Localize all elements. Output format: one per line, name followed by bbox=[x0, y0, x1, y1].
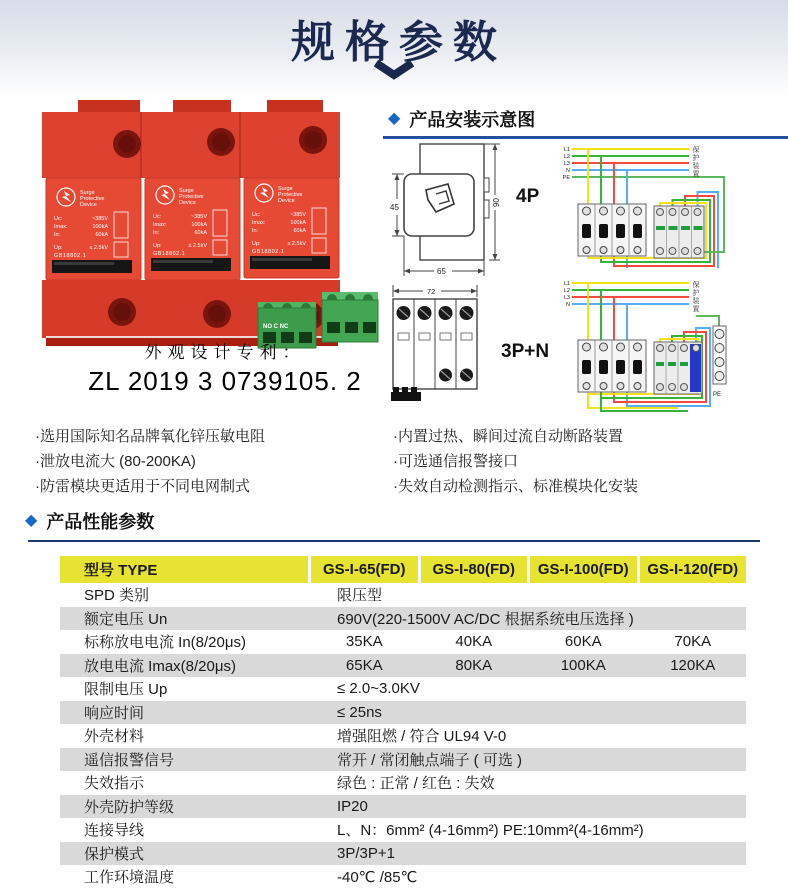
feature-item: ·选用国际知名品牌氧化锌压敏电阻 bbox=[35, 428, 265, 445]
svg-text:45: 45 bbox=[390, 203, 399, 212]
svg-text:L3: L3 bbox=[563, 295, 570, 301]
svg-text:Up:: Up: bbox=[54, 245, 63, 251]
svg-text:100kA: 100kA bbox=[290, 220, 306, 226]
row-value: 限压型 bbox=[337, 587, 383, 605]
feature-list-right bbox=[393, 424, 783, 499]
table-row bbox=[60, 818, 746, 842]
wiring-side-label: 保护装置 bbox=[692, 281, 699, 313]
table-row bbox=[60, 677, 746, 701]
svg-text:L2: L2 bbox=[563, 288, 570, 294]
row-value: ≤ 25ns bbox=[337, 703, 382, 721]
table-row bbox=[60, 654, 746, 678]
row-label: 失效指示 bbox=[84, 775, 145, 793]
performance-heading bbox=[25, 508, 154, 534]
row-value: 40KA bbox=[455, 633, 493, 651]
svg-text:NO C NC: NO C NC bbox=[263, 324, 289, 330]
svg-text:60kA: 60kA bbox=[194, 230, 207, 236]
row-value: -40℃ /85℃ bbox=[337, 868, 418, 886]
svg-text:Uc:: Uc: bbox=[252, 212, 261, 218]
feature-item: ·内置过热、瞬间过流自动断路装置 bbox=[393, 428, 623, 445]
svg-text:60kA: 60kA bbox=[95, 232, 108, 238]
svg-text:Surge: Surge bbox=[278, 186, 293, 192]
spec-table bbox=[60, 556, 746, 889]
row-label: 保护模式 bbox=[84, 845, 145, 863]
feature-item: ·泄放电流大 (80-200KA) bbox=[35, 453, 196, 470]
table-row bbox=[60, 748, 746, 772]
table-row bbox=[60, 724, 746, 748]
row-value: 绿色 : 正常 / 红色 : 失效 bbox=[337, 775, 495, 793]
row-value: 70KA bbox=[674, 633, 712, 651]
row-label: 连接导线 bbox=[84, 822, 145, 840]
row-value: IP20 bbox=[337, 797, 368, 815]
svg-text:≤ 2.5kV: ≤ 2.5kV bbox=[89, 245, 108, 251]
row-value: 增强阻燃 / 符合 UL94 V-0 bbox=[337, 728, 507, 746]
svg-text:GB18802.1: GB18802.1 bbox=[252, 249, 285, 255]
product-photo bbox=[30, 100, 380, 350]
header-model-1: GS-I-65(FD) bbox=[311, 556, 418, 583]
svg-text:N: N bbox=[566, 302, 570, 308]
svg-text:N: N bbox=[566, 168, 570, 174]
wiring-diagram-3pn bbox=[558, 274, 788, 412]
performance-divider bbox=[28, 540, 760, 542]
row-value: 80KA bbox=[455, 656, 493, 674]
svg-text:~385V: ~385V bbox=[91, 216, 108, 222]
svg-text:Protective: Protective bbox=[179, 194, 204, 200]
row-value: 3P/3P+1 bbox=[337, 844, 395, 862]
svg-text:≤ 2.5kV: ≤ 2.5kV bbox=[188, 243, 207, 249]
installation-heading bbox=[388, 106, 535, 132]
module-3 bbox=[244, 178, 339, 278]
row-label: 遥信报警信号 bbox=[84, 751, 175, 769]
svg-text:Protective: Protective bbox=[278, 192, 303, 198]
wiring-diagram-4p bbox=[558, 140, 788, 268]
svg-text:L1: L1 bbox=[563, 281, 570, 287]
row-value: 常开 / 常闭触点端子 ( 可选 ) bbox=[337, 751, 522, 769]
table-row bbox=[60, 795, 746, 819]
svg-text:Up:: Up: bbox=[153, 243, 162, 249]
feature-list-left bbox=[35, 424, 385, 499]
header-model-2: GS-I-80(FD) bbox=[421, 556, 528, 583]
svg-text:60kA: 60kA bbox=[293, 228, 306, 234]
diamond-icon: ◆ bbox=[25, 512, 38, 529]
table-row bbox=[60, 842, 746, 866]
pe-label: PE bbox=[713, 392, 722, 398]
feature-item: ·可选通信报警接口 bbox=[393, 453, 518, 470]
table-row bbox=[60, 771, 746, 795]
row-value: 100KA bbox=[560, 656, 606, 674]
label-4p: 4P bbox=[516, 186, 540, 207]
row-label: SPD 类别 bbox=[84, 587, 150, 605]
terminal-block-2 bbox=[322, 292, 378, 342]
svg-text:Up:: Up: bbox=[252, 241, 261, 247]
svg-text:GB18802.1: GB18802.1 bbox=[153, 251, 186, 257]
svg-text:100kA: 100kA bbox=[92, 224, 108, 230]
row-label: 外壳防护等级 bbox=[84, 798, 175, 816]
svg-text:65: 65 bbox=[437, 267, 446, 276]
design-patent bbox=[85, 338, 365, 397]
svg-text:In:: In: bbox=[54, 232, 61, 238]
row-value: 690V(220-1500V AC/DC 根据系统电压选择 ) bbox=[337, 610, 634, 628]
svg-text:GB18802.1: GB18802.1 bbox=[54, 253, 87, 259]
svg-text:Uc:: Uc: bbox=[54, 216, 63, 222]
svg-text:Device: Device bbox=[80, 202, 97, 208]
chevron-down-icon bbox=[372, 60, 416, 80]
svg-text:L1: L1 bbox=[563, 147, 570, 153]
header-model-3: GS-I-100(FD) bbox=[530, 556, 637, 583]
svg-text:Imax:: Imax: bbox=[252, 220, 266, 226]
header-type: 型号 TYPE bbox=[60, 556, 308, 583]
wiring-side-label: 保护装置 bbox=[692, 146, 699, 178]
table-row bbox=[60, 701, 746, 725]
svg-text:~385V: ~385V bbox=[190, 214, 207, 220]
table-row bbox=[60, 607, 746, 631]
svg-text:Device: Device bbox=[179, 200, 196, 206]
table-header-row bbox=[60, 556, 746, 583]
header-model-4: GS-I-120(FD) bbox=[640, 556, 747, 583]
module-2 bbox=[145, 178, 240, 280]
patent-number: ZL 2019 3 0739105. 2 bbox=[88, 366, 362, 396]
feature-item: ·失效自动检测指示、标准模块化安装 bbox=[393, 478, 638, 495]
row-label: 工作环境温度 bbox=[84, 869, 175, 887]
row-label: 放电电流 Imax(8/20μs) bbox=[84, 657, 236, 675]
svg-text:Surge: Surge bbox=[80, 190, 95, 196]
installation-heading-text: 产品安装示意图 bbox=[409, 110, 536, 130]
row-value: 120KA bbox=[670, 656, 716, 674]
table-row bbox=[60, 865, 746, 889]
banner bbox=[0, 0, 788, 96]
svg-text:Device: Device bbox=[278, 198, 295, 204]
feature-item: ·防雷模块更适用于不同电网制式 bbox=[35, 478, 250, 495]
svg-text:≤ 2.5kV: ≤ 2.5kV bbox=[287, 241, 306, 247]
svg-text:L2: L2 bbox=[563, 154, 570, 160]
row-label: 外壳材料 bbox=[84, 728, 145, 746]
dimension-drawing-front bbox=[383, 283, 563, 407]
row-label: 响应时间 bbox=[84, 704, 145, 722]
svg-text:Imax:: Imax: bbox=[54, 224, 68, 230]
svg-text:~385V: ~385V bbox=[289, 212, 306, 218]
row-label: 额定电压 Un bbox=[84, 610, 168, 628]
row-label: 标称放电电流 In(8/20μs) bbox=[84, 634, 247, 652]
row-label: 限制电压 Up bbox=[84, 681, 168, 699]
dimension-drawing-side bbox=[388, 140, 560, 282]
row-value: L、N：6mm² (4-16mm²) PE:10mm²(4-16mm²) bbox=[337, 822, 644, 840]
label-3pn: 3P+N bbox=[501, 341, 550, 362]
row-value: ≤ 2.0~3.0KV bbox=[337, 680, 420, 698]
patent-label: 外观设计专利： bbox=[144, 343, 306, 362]
svg-text:100kA: 100kA bbox=[191, 222, 207, 228]
row-value: 65KA bbox=[345, 656, 383, 674]
installation-divider bbox=[383, 136, 788, 139]
page-title: 规格参数 bbox=[291, 18, 507, 67]
svg-text:Uc:: Uc: bbox=[153, 214, 162, 220]
diamond-icon: ◆ bbox=[388, 110, 401, 127]
svg-text:L3: L3 bbox=[563, 161, 570, 167]
svg-text:Surge: Surge bbox=[179, 188, 194, 194]
performance-heading-text: 产品性能参数 bbox=[46, 512, 155, 532]
svg-text:Protective: Protective bbox=[80, 196, 105, 202]
svg-text:90: 90 bbox=[492, 198, 501, 207]
svg-text:In:: In: bbox=[153, 230, 160, 236]
module-1 bbox=[46, 178, 141, 280]
row-value: 60KA bbox=[564, 633, 602, 651]
table-row bbox=[60, 630, 746, 654]
table-row bbox=[60, 583, 746, 607]
row-value: 35KA bbox=[345, 633, 383, 651]
svg-text:Imax:: Imax: bbox=[153, 222, 167, 228]
svg-text:72: 72 bbox=[427, 287, 436, 296]
svg-text:In:: In: bbox=[252, 228, 259, 234]
svg-text:PE: PE bbox=[562, 175, 570, 181]
